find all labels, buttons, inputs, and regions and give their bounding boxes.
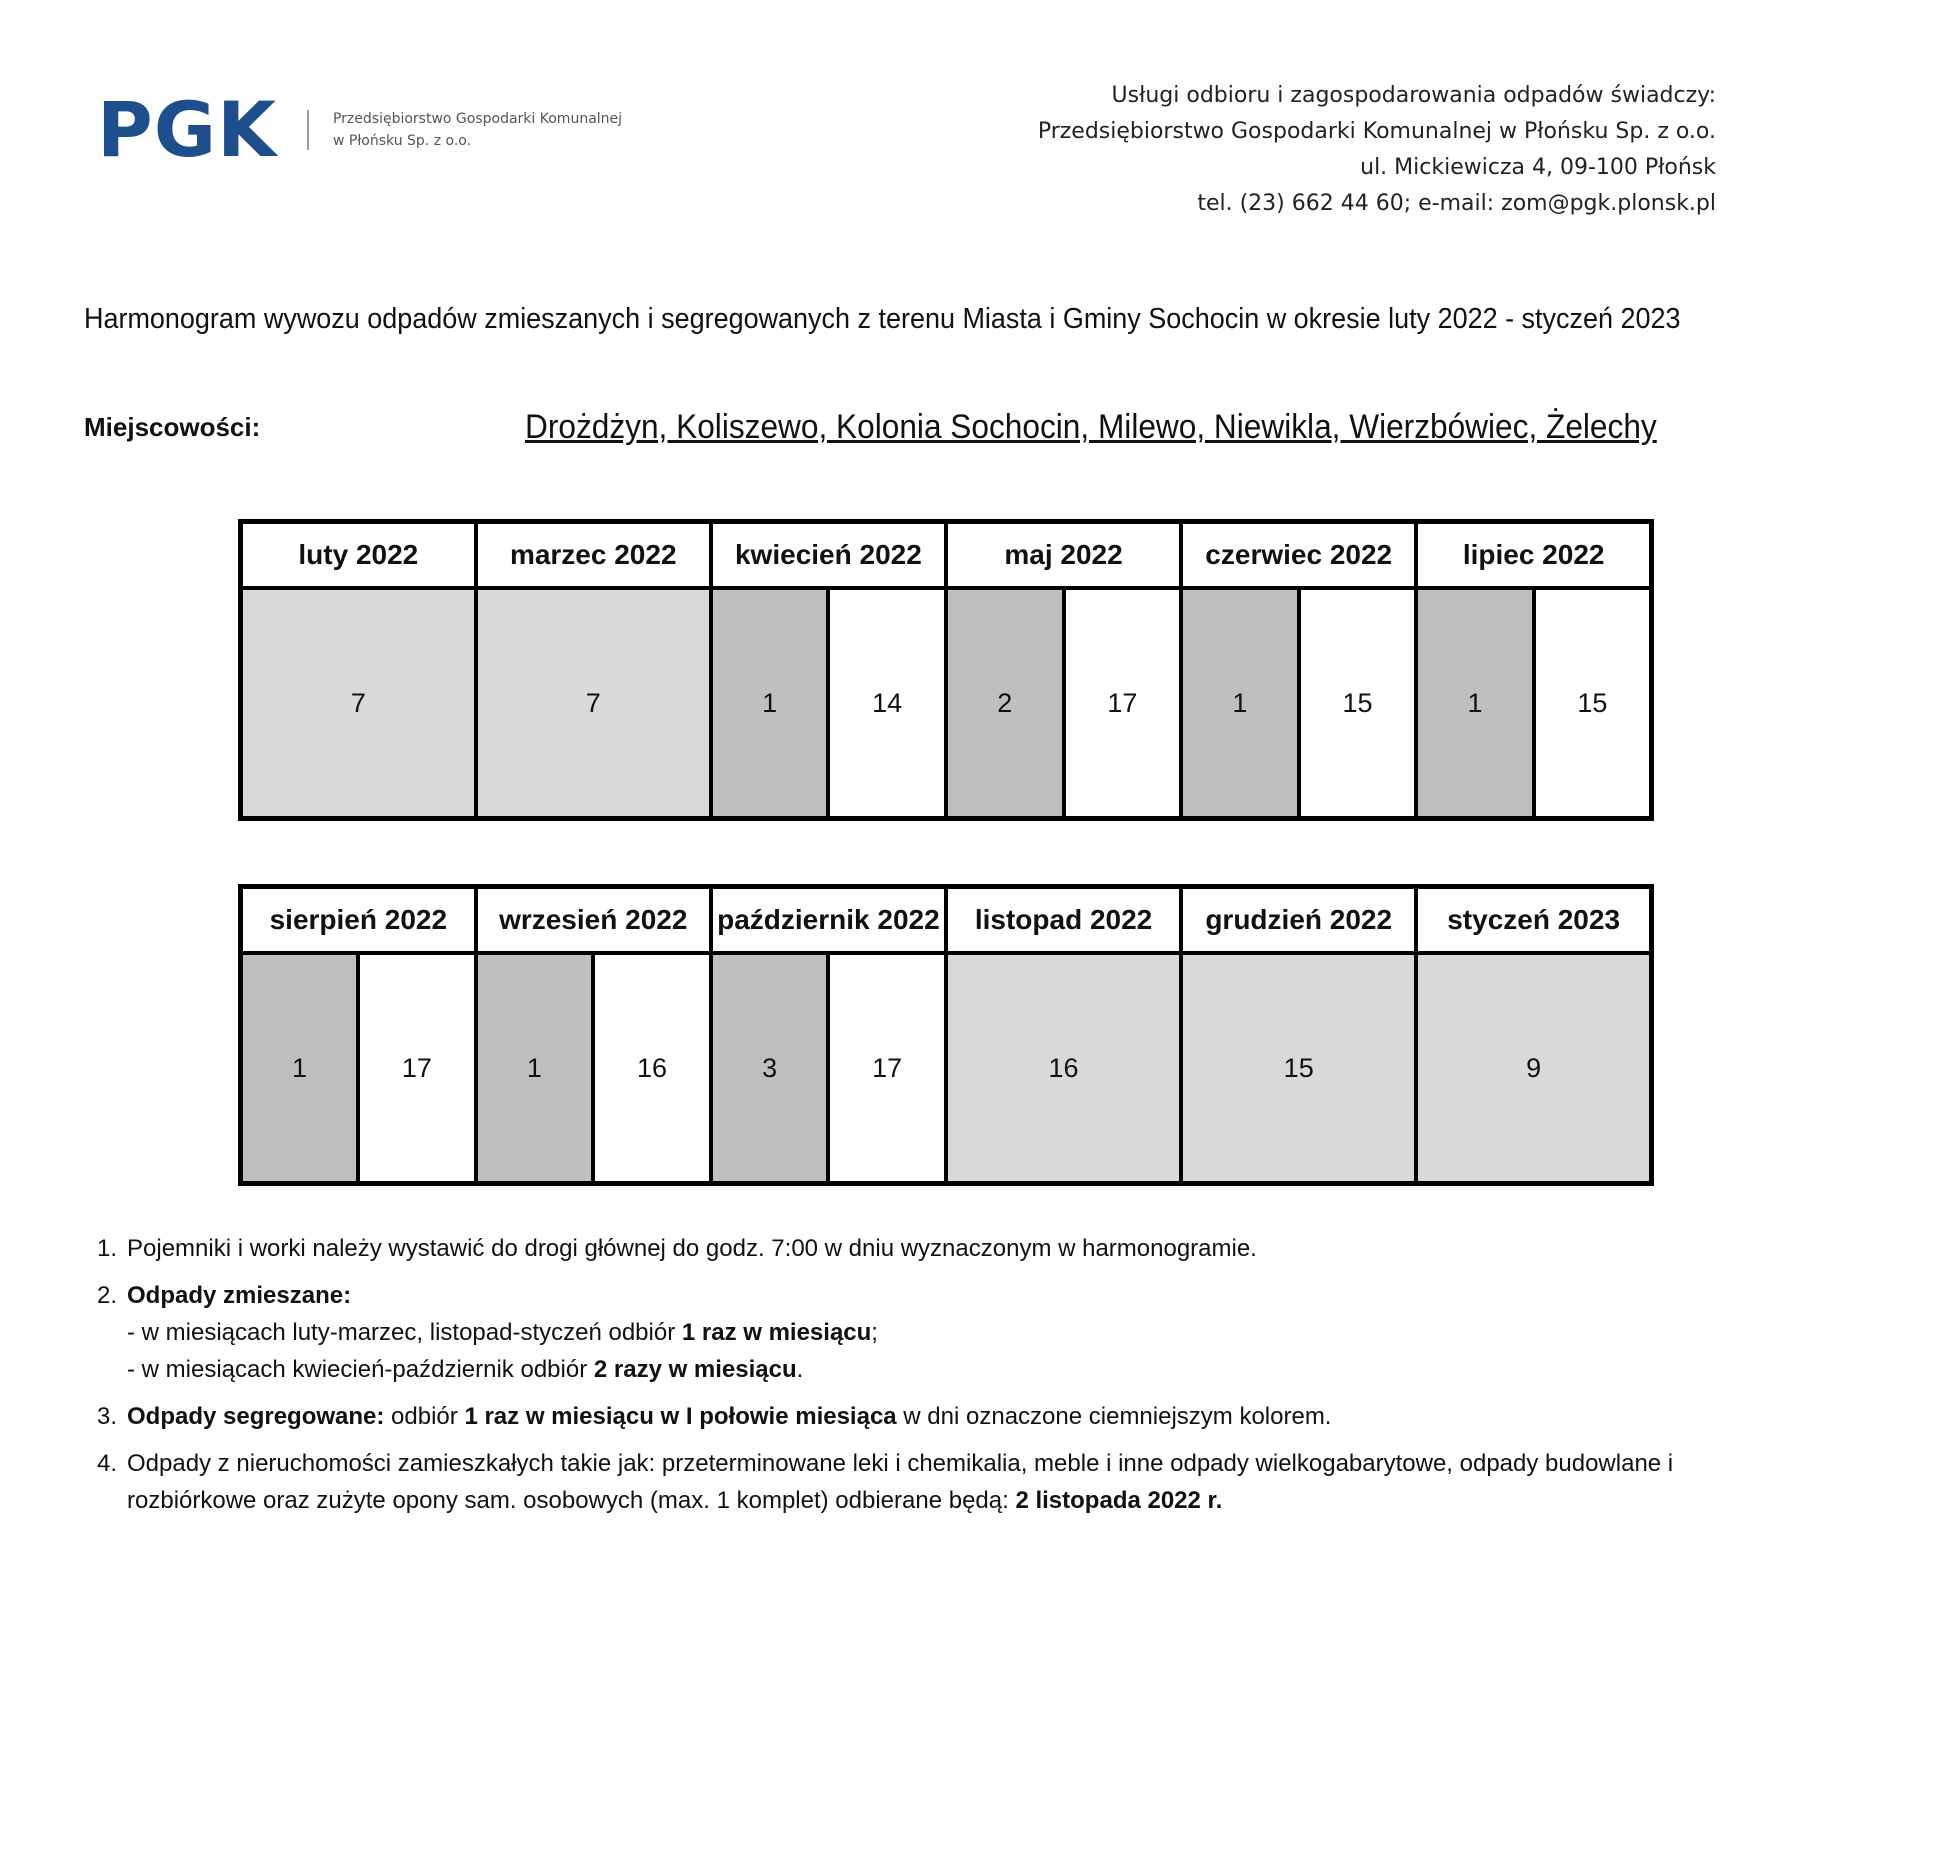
mixed-waste-day: 14 [828, 588, 946, 819]
month-header: październik 2022 [711, 887, 946, 954]
mixed-waste-day: 17 [828, 953, 946, 1184]
mixed-waste-day: 17 [1064, 588, 1182, 819]
logo-text [333, 108, 622, 152]
note-number: 1. [97, 1235, 118, 1262]
note-emphasis: 2 listopada 2022 r. [1015, 1487, 1223, 1514]
mixed-waste-day: 16 [593, 953, 711, 1184]
segregated-waste-day: 1 [1416, 588, 1534, 819]
company-logo [97, 85, 623, 174]
notes-list [97, 1230, 1777, 1529]
mixed-waste-day: 17 [358, 953, 476, 1184]
note-item [97, 1398, 1777, 1435]
mixed-waste-day: 9 [1416, 953, 1651, 1184]
month-header: sierpień 2022 [241, 887, 476, 954]
note-text: . [796, 1356, 804, 1383]
month-header: luty 2022 [241, 522, 476, 589]
note-emphasis: 1 raz w miesiącu [681, 1319, 872, 1346]
locations-label: Miejscowości: [84, 412, 261, 442]
locations-value: Drożdżyn, Koliszewo, Kolonia Sochocin, Milewo, Niewikla, Wierzbówiec, Żelechy [525, 408, 1657, 446]
month-header: czerwiec 2022 [1181, 522, 1416, 589]
mixed-waste-day: 16 [946, 953, 1181, 1184]
note-text: - w miesiącach kwiecień-październik odbiór [127, 1356, 594, 1383]
note-text: Odpady z nieruchomości zamieszkałych takie jak: przeterminowane leki i chemikalia, meble i inne odpady wielkogabarytowe, odpady budowlane i rozbiórkowe oraz zużyte opony sam. osobowych (max. 1 komplet) odbierane będą: [127, 1450, 1674, 1514]
mixed-waste-day: 15 [1299, 588, 1417, 819]
logo-mark: PGK [97, 85, 277, 174]
note-number: 2. [97, 1282, 118, 1309]
month-header: marzec 2022 [476, 522, 711, 589]
note-emphasis: 1 raz w miesiącu w I połowie miesiąca [464, 1403, 897, 1430]
note-heading: Odpady segregowane: [127, 1403, 385, 1430]
note-number: 4. [97, 1450, 118, 1477]
mixed-waste-day: 7 [241, 588, 476, 819]
schedule-table-2 [238, 884, 1654, 1186]
mixed-waste-day: 15 [1181, 953, 1416, 1184]
note-body [127, 1277, 878, 1388]
schedule-table-1 [238, 519, 1654, 821]
provider-line: ul. Mickiewicza 4, 09-100 Płońsk [1360, 155, 1716, 180]
note-text: - w miesiącach luty-marzec, listopad-styczeń odbiór [127, 1319, 682, 1346]
segregated-waste-day: 3 [711, 953, 829, 1184]
month-header: maj 2022 [946, 522, 1181, 589]
segregated-waste-day: 2 [946, 588, 1064, 819]
month-header: kwiecień 2022 [711, 522, 946, 589]
mixed-waste-day: 15 [1534, 588, 1652, 819]
provider-line: Przedsiębiorstwo Gospodarki Komunalnej w Płońsku Sp. z o.o. [1037, 119, 1716, 144]
note-item [97, 1230, 1777, 1267]
segregated-waste-day: 1 [241, 953, 359, 1184]
provider-line: Usługi odbioru i zagospodarowania odpadów świadczy: [1111, 83, 1716, 108]
note-item [97, 1445, 1777, 1519]
mixed-waste-day: 7 [476, 588, 711, 819]
note-number: 3. [97, 1403, 118, 1430]
segregated-waste-day: 1 [476, 953, 594, 1184]
note-text: w dni oznaczone ciemniejszym kolorem. [896, 1403, 1332, 1430]
month-header: lipiec 2022 [1416, 522, 1651, 589]
note-text: ; [871, 1319, 878, 1346]
provider-line: tel. (23) 662 44 60; e-mail: zom@pgk.plonsk.pl [1197, 191, 1716, 216]
note-body [127, 1398, 1331, 1435]
note-line [127, 1314, 878, 1351]
note-line [127, 1351, 878, 1388]
note-body [127, 1445, 1777, 1519]
provider-info [1038, 78, 1716, 222]
note-heading: Odpady zmieszane: [127, 1282, 352, 1309]
logo-text-line: w Płońsku Sp. z o.o. [332, 133, 472, 149]
month-header: wrzesień 2022 [476, 887, 711, 954]
note-emphasis: 2 razy w miesiącu [593, 1356, 797, 1383]
logo-divider [307, 110, 309, 150]
segregated-waste-day: 1 [711, 588, 829, 819]
note-text: odbiór [384, 1403, 465, 1430]
note-item [97, 1277, 1777, 1388]
logo-text-line: Przedsiębiorstwo Gospodarki Komunalnej [332, 111, 623, 127]
document-title: Harmonogram wywozu odpadów zmieszanych i segregowanych z terenu Miasta i Gminy Sochocin w okresie luty 2022 - styczeń 2023 [84, 303, 1681, 335]
month-header: listopad 2022 [946, 887, 1181, 954]
month-header: grudzień 2022 [1181, 887, 1416, 954]
month-header: styczeń 2023 [1416, 887, 1651, 954]
segregated-waste-day: 1 [1181, 588, 1299, 819]
note-text: Pojemniki i worki należy wystawić do drogi głównej do godz. 7:00 w dniu wyznaczonym w harmonogramie. [127, 1235, 1257, 1262]
